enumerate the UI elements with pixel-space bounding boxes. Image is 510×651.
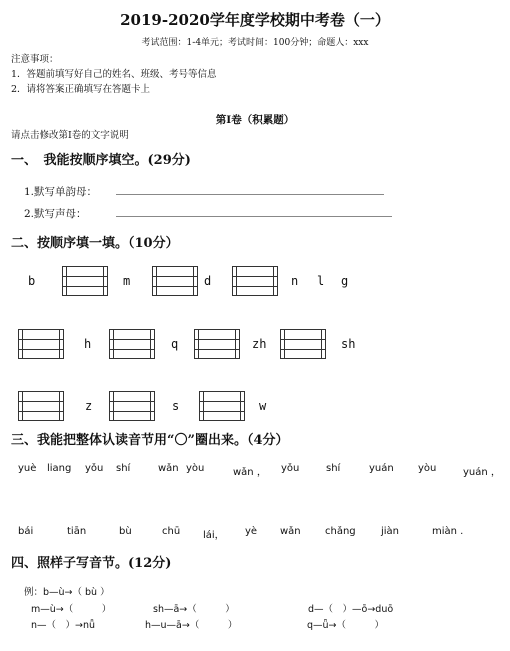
exam-title: 2019-2020学年度学校期中考卷（一） [120, 11, 390, 29]
question-2-title: 二、按顺序填一填。（10分） [11, 236, 179, 251]
q2-blank-box[interactable] [232, 266, 278, 296]
syllable[interactable]: shí [116, 463, 131, 474]
syllable[interactable]: bù [119, 526, 132, 537]
syllable[interactable]: tiān [67, 526, 87, 537]
syllable[interactable]: bái [18, 526, 34, 537]
note-item: 1．答题前填写好自己的姓名、班级、考号等信息 [11, 69, 217, 80]
syllable[interactable]: yuán [369, 463, 394, 474]
q2-letter: z [85, 399, 93, 413]
q2-letter: d [204, 274, 212, 288]
syllable[interactable]: shí [326, 463, 341, 474]
q4-item[interactable]: d—（ ）—ō→duō [308, 604, 394, 615]
syllable[interactable]: chǎng [325, 526, 356, 537]
syllable[interactable]: yǒu [85, 463, 104, 474]
notes-heading: 注意事项： [11, 54, 59, 65]
question-1-title: 一、 我能按顺序填空。(29分) [11, 153, 191, 168]
q2-blank-box[interactable] [194, 329, 240, 359]
exam-meta: 考试范围：1-4单元；考试时间：100分钟；命题人：xxx [141, 38, 369, 48]
syllable[interactable]: yǒu [281, 463, 300, 474]
syllable[interactable]: yuán ， [463, 467, 501, 478]
syllable[interactable]: lái， [203, 530, 225, 541]
syllable[interactable]: jiàn [381, 526, 400, 537]
q2-blank-box[interactable] [18, 329, 64, 359]
syllable[interactable]: wǎn [158, 463, 179, 474]
q4-item[interactable]: m—ù→（ ） [31, 604, 112, 615]
part-hint: 请点击修改第I卷的文字说明 [11, 130, 129, 141]
question-4-title: 四、照样子写音节。(12分) [11, 556, 172, 571]
q2-blank-box[interactable] [62, 266, 108, 296]
syllable[interactable]: yuè [18, 463, 37, 474]
q4-item[interactable]: n—（ ）→nǚ [31, 620, 96, 631]
syllable[interactable]: yòu [186, 463, 205, 474]
q2-blank-box[interactable] [280, 329, 326, 359]
q2-letter: b [28, 274, 36, 288]
q2-letter: h [84, 337, 92, 351]
syllable[interactable]: wǎn ， [233, 467, 267, 478]
syllable[interactable]: liang [47, 463, 72, 474]
q4-example: 例：b—ù→（ bù ） [24, 587, 110, 598]
q2-letter: q [171, 337, 179, 351]
syllable[interactable]: yè [245, 526, 258, 537]
question-3-title: 三、我能把整体认读音节用“〇”圈出来。（4分） [11, 433, 289, 448]
q2-blank-box[interactable] [109, 329, 155, 359]
q1-item-label: 2.默写声母： [24, 208, 87, 220]
q4-item[interactable]: sh—ā→（ ） [153, 604, 235, 615]
q4-item[interactable]: h—u—ā→（ ） [145, 620, 238, 631]
part-title: 第I卷（积累题） [215, 114, 295, 126]
syllable[interactable]: yòu [418, 463, 437, 474]
q2-letter: s [172, 399, 180, 413]
note-item: 2．请将答案正确填写在答题卡上 [11, 84, 151, 95]
q2-letter: w [259, 399, 267, 413]
q2-blank-box[interactable] [18, 391, 64, 421]
syllable[interactable]: chū [162, 526, 181, 537]
q1-item-label: 1.默写单韵母： [24, 186, 98, 198]
q2-letter: l [317, 274, 325, 288]
q2-blank-box[interactable] [152, 266, 198, 296]
q4-item[interactable]: q—ǖ→（ ） [307, 620, 385, 631]
syllable[interactable]: wǎn [280, 526, 301, 537]
q2-letter: zh [252, 337, 267, 351]
q2-letter: sh [341, 337, 356, 351]
q2-letter: g [341, 274, 349, 288]
q2-blank-box[interactable] [109, 391, 155, 421]
q1-answer-line[interactable] [116, 194, 384, 195]
q2-blank-box[interactable] [199, 391, 245, 421]
syllable[interactable]: miàn . [432, 526, 464, 537]
q1-answer-line[interactable] [116, 216, 392, 217]
q2-letter: n [291, 274, 299, 288]
q2-letter: m [123, 274, 131, 288]
